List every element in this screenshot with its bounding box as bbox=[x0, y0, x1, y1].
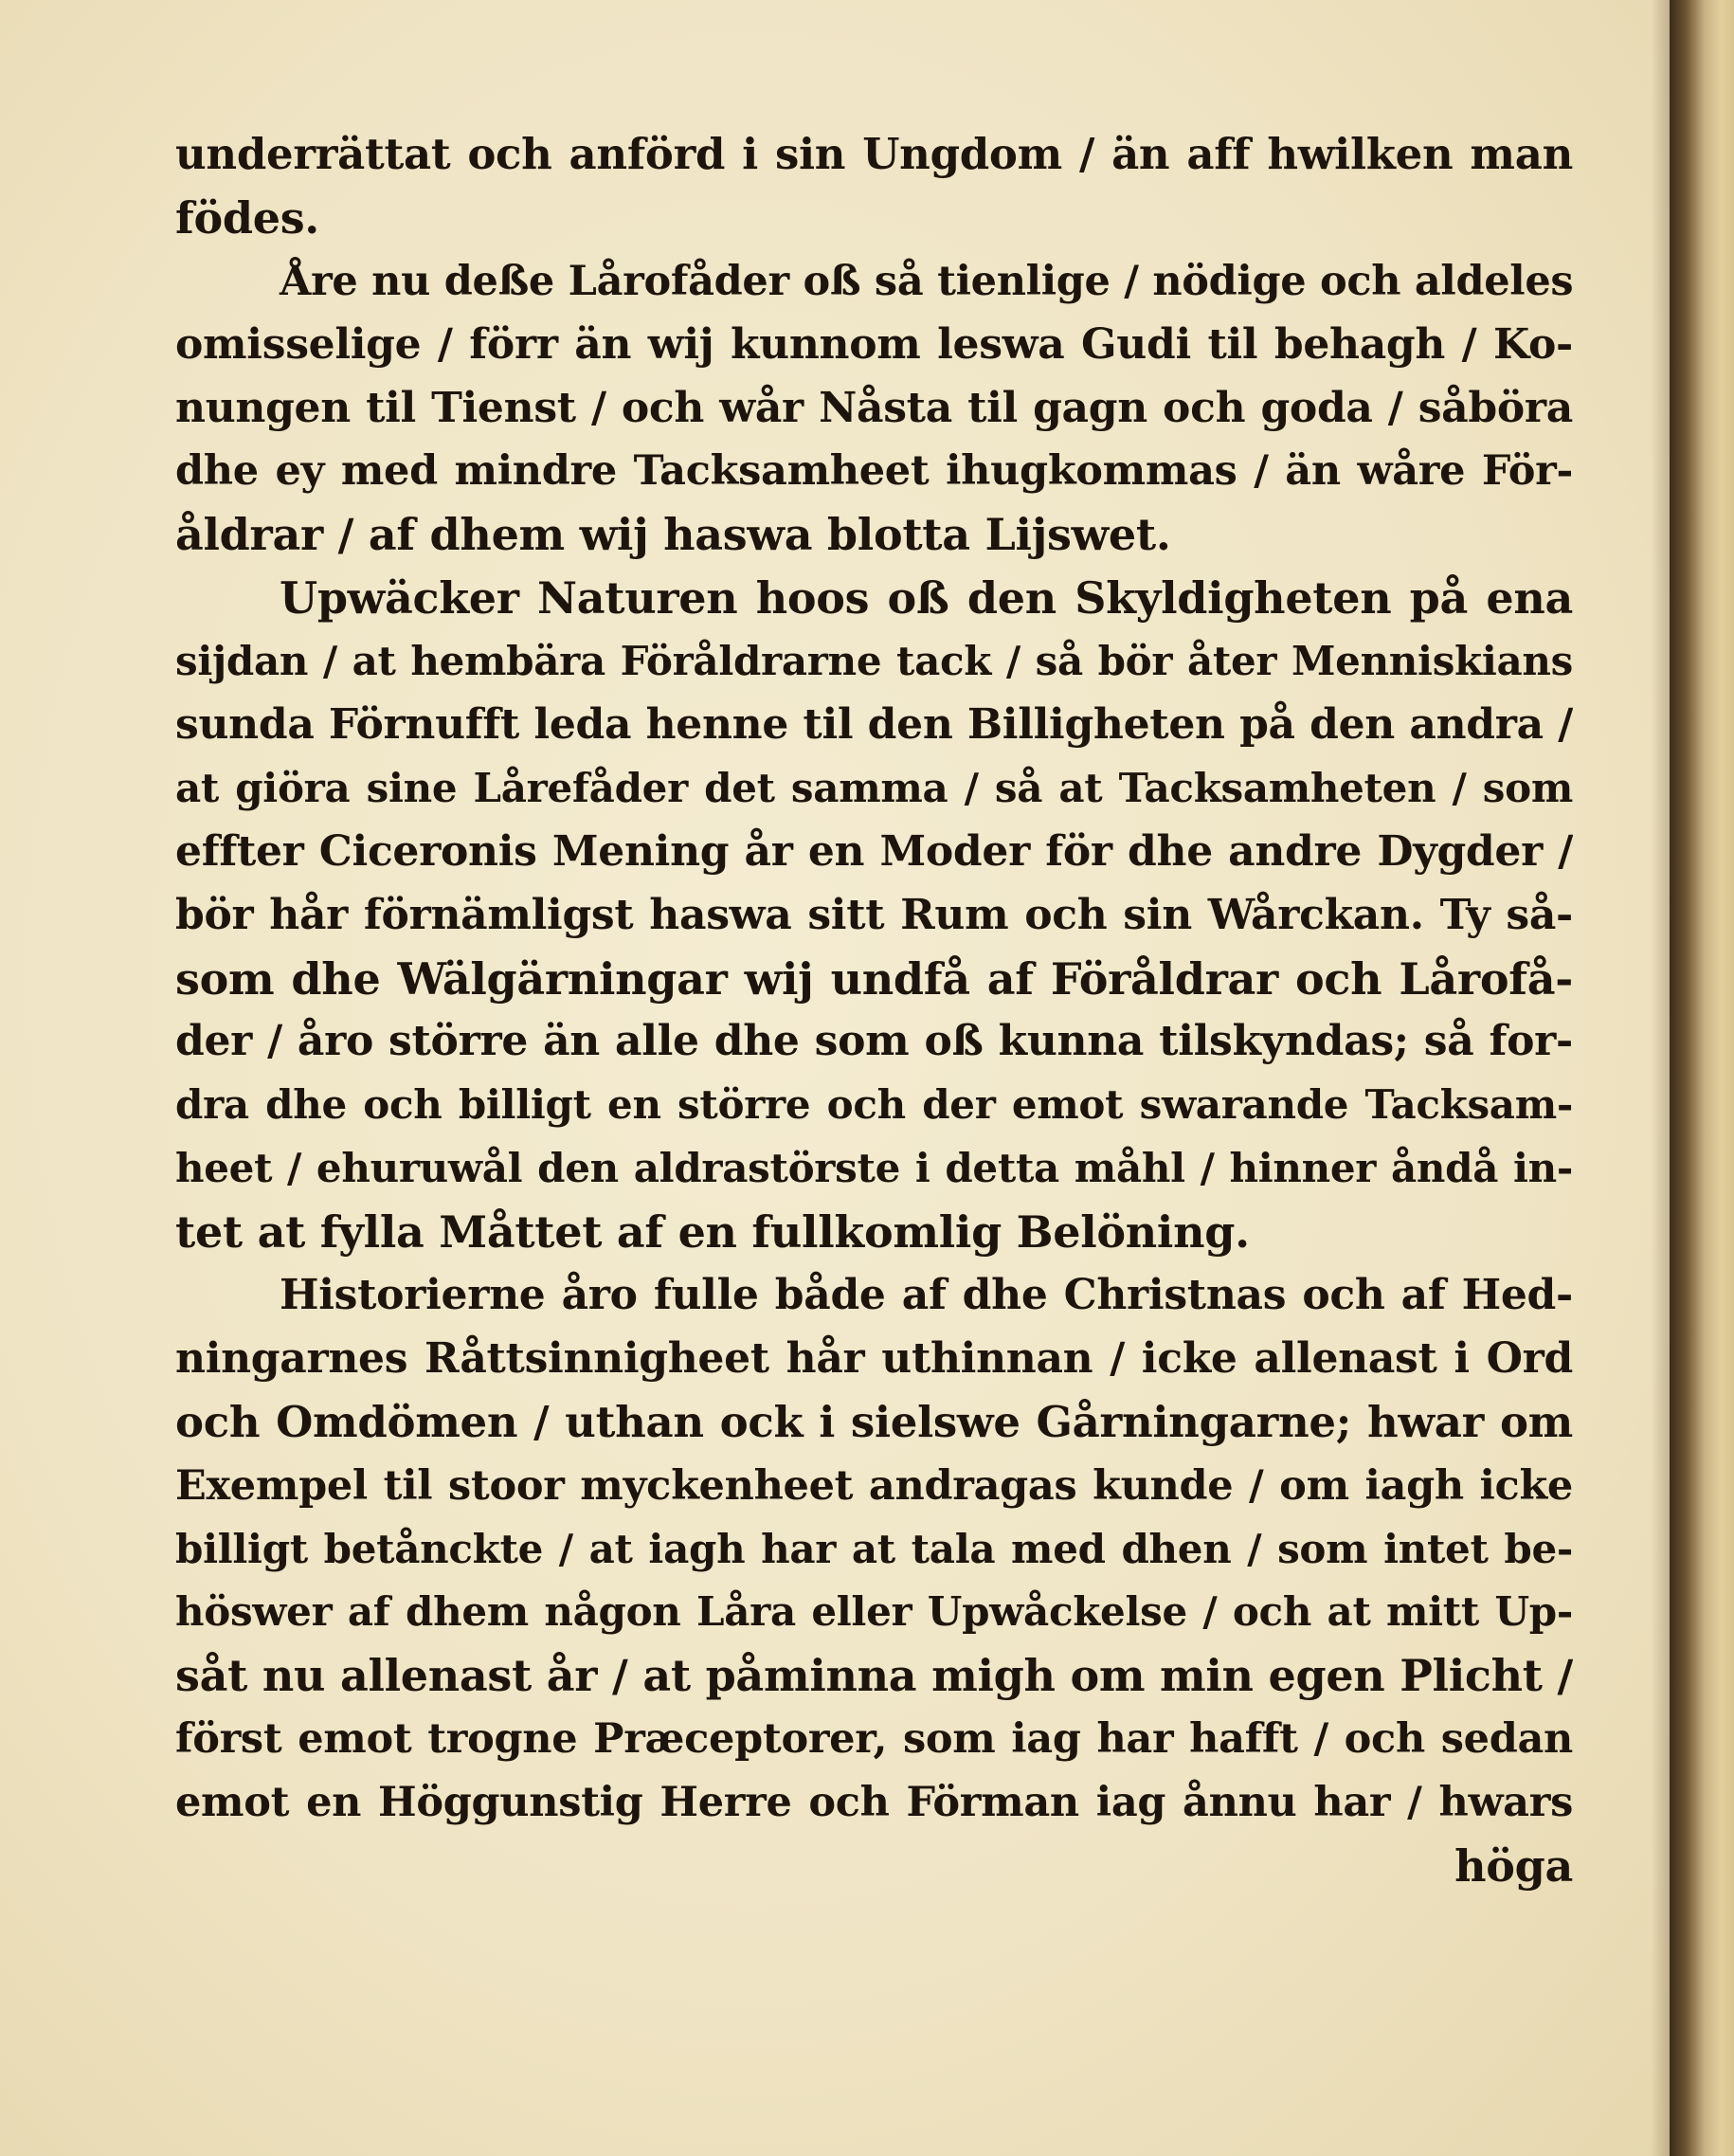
page-text-block bbox=[175, 123, 1573, 1898]
text-line: som dhe Wälgärningar wij undfå af Föråldrar och Lårofå- bbox=[175, 952, 1573, 1005]
text-line: höga bbox=[1454, 1840, 1573, 1893]
text-line: åldrar / af dhem wij haswa blotta Lijswet. bbox=[175, 509, 1171, 561]
text-line: omisselige / förr än wij kunnom leswa Gudi til behagh / Ko- bbox=[175, 319, 1573, 369]
text-line: höswer af dhem någon Låra eller Upwåckelse / och at mitt Up- bbox=[175, 1588, 1573, 1636]
text-line: först emot trogne Præceptorer, som iag har hafft / och sedan bbox=[175, 1715, 1573, 1764]
text-line: underrättat och anförd i sin Ungdom / än aff hwilken man bbox=[175, 129, 1573, 179]
text-line: och Omdömen / uthan ock i sielswe Gårningarne; hwar om bbox=[175, 1396, 1573, 1447]
text-line: Exempel til stoor myckenheet andragas kunde / om iagh icke bbox=[175, 1461, 1573, 1510]
text-line: heet / ehuruwål den aldrastörste i detta måhl / hinner åndå in- bbox=[175, 1145, 1573, 1192]
text-line: bör hår förnämligst haswa sitt Rum och sin Wårckan. Ty så- bbox=[175, 890, 1573, 939]
text-line: ningarnes Råttsinnigheet hår uthinnan / icke allenast i Ord bbox=[175, 1333, 1573, 1383]
text-line: effter Ciceronis Mening år en Moder för dhe andre Dygder / bbox=[175, 826, 1573, 876]
text-line: der / åro större än alle dhe som oß kunna tilskyndas; så for- bbox=[175, 1017, 1573, 1066]
text-line: dra dhe och billigt en större och der emot swarande Tacksam- bbox=[175, 1081, 1573, 1129]
text-line: dhe ey med mindre Tacksamheet ihugkommas / än wåre För- bbox=[175, 447, 1573, 496]
text-line: Upwäcker Naturen hoos oß den Skyldigheten på ena bbox=[280, 572, 1573, 625]
text-line: sijdan / at hembära Föråldrarne tack / så bör åter Menniskians bbox=[175, 638, 1573, 685]
text-line: såt nu allenast år / at påminna migh om min egen Plicht / bbox=[175, 1650, 1573, 1702]
text-line: sunda Förnufft leda henne til den Billigheten på den andra / bbox=[175, 700, 1573, 750]
text-line: Historierne åro fulle både af dhe Christnas och af Hed- bbox=[280, 1271, 1573, 1320]
text-line: Åre nu deße Lårofåder oß så tienlige / nödige och aldeles bbox=[280, 257, 1573, 305]
book-spine-gutter bbox=[1670, 0, 1734, 2156]
text-line: nungen til Tienst / och wår Nåsta til gagn och goda / såböra bbox=[175, 383, 1573, 432]
text-line: tet at fylla Måttet af en fullkomlig Belöning. bbox=[175, 1206, 1250, 1259]
text-line: at giöra sine Lårefåder det samma / så at Tacksamheten / som bbox=[175, 764, 1573, 811]
text-line: emot en Höggunstig Herre och Förman iag ånnu har / hwars bbox=[175, 1779, 1573, 1827]
page-shadow bbox=[1651, 0, 1671, 2156]
text-line: födes. bbox=[175, 191, 320, 244]
text-line: billigt betånckte / at iagh har at tala med dhen / som intet be- bbox=[175, 1525, 1573, 1572]
